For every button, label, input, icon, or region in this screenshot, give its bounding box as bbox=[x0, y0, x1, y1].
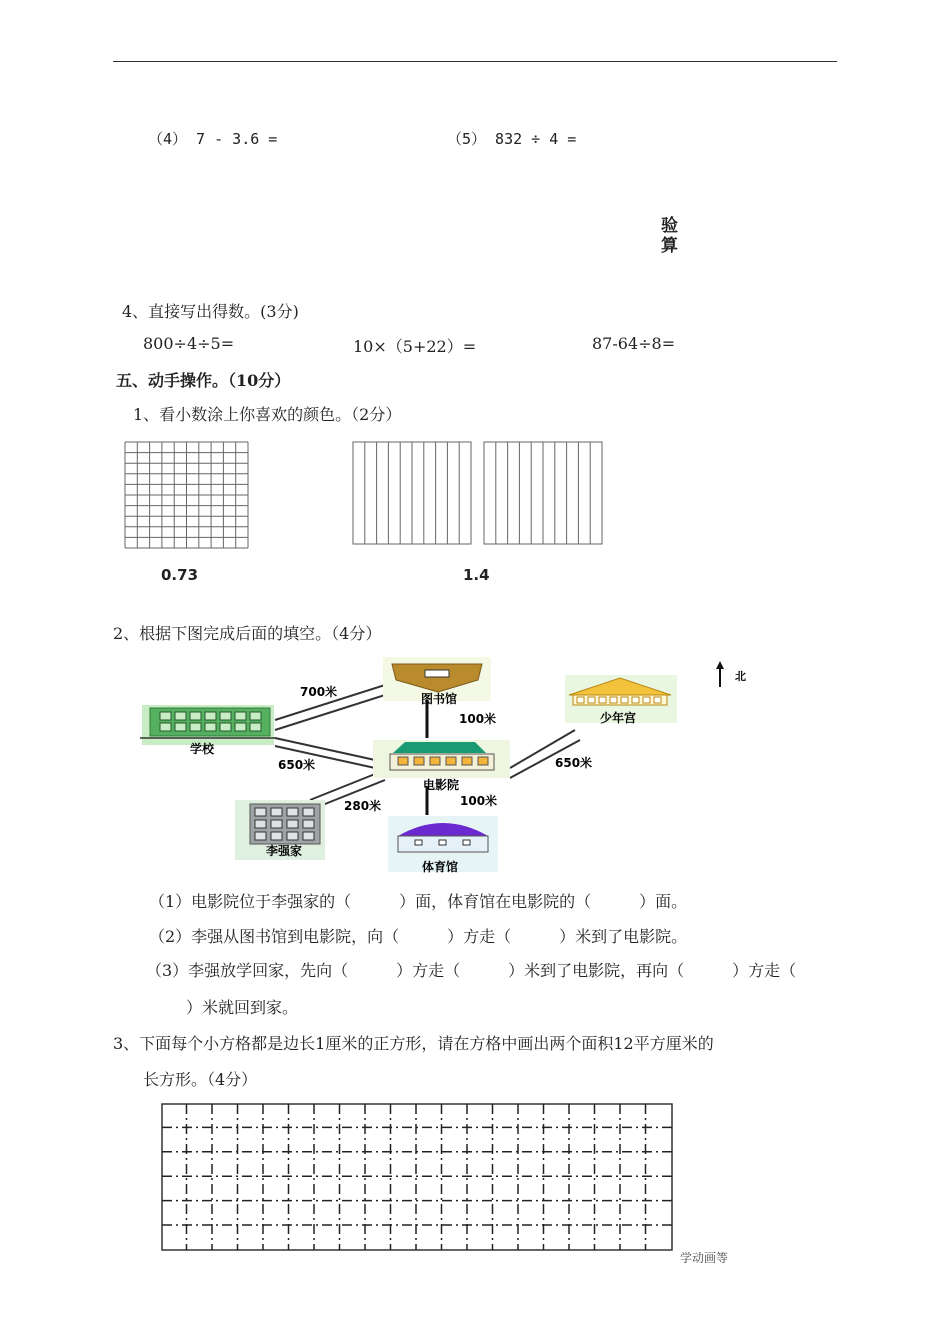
q3-line2: 长方形。（4分） bbox=[143, 1070, 258, 1089]
label-library: 图书馆 bbox=[421, 692, 458, 706]
label-gym: 体育馆 bbox=[422, 860, 459, 874]
problem-5: （5） 832 ÷ 4 = bbox=[447, 130, 577, 148]
q2-title: 2、根据下图完成后面的填空。（4分） bbox=[113, 624, 382, 643]
strip-square-2[interactable] bbox=[483, 441, 603, 545]
label-youth-palace: 少年宫 bbox=[600, 711, 637, 725]
q1-title: 1、看小数涂上你喜欢的颜色。（2分） bbox=[133, 405, 402, 424]
label-d-home-cinema: 280米 bbox=[344, 799, 382, 813]
decimal-label-b: 1.4 bbox=[463, 566, 490, 584]
fill-blank-2: （2）李强从图书馆到电影院，向（ ）方走（ ）米到了电影院。 bbox=[149, 927, 688, 946]
label-d-school-library: 700米 bbox=[300, 685, 338, 699]
fill-blank-3: （3）李强放学回家，先向（ ）方走（ ）米到了电影院，再向（ ）方走（ bbox=[146, 961, 797, 980]
label-d-cinema-youth: 650米 bbox=[555, 756, 593, 770]
label-north: 北 bbox=[735, 670, 746, 683]
location-map bbox=[130, 650, 770, 875]
footer-fragment: 学动画等 bbox=[680, 1251, 729, 1265]
label-cinema: 电影院 bbox=[423, 778, 460, 792]
calc-item-3: 87-64÷8= bbox=[592, 334, 676, 353]
section4-title: 4、直接写出得数。(3分) bbox=[122, 302, 299, 321]
strip-square-1[interactable] bbox=[352, 441, 472, 545]
fill-blank-3-cont: ）米就回到家。 bbox=[186, 998, 299, 1017]
problem-4: （4） 7 - 3.6 = bbox=[148, 130, 278, 148]
calc-item-1: 800÷4÷5= bbox=[143, 334, 235, 353]
section5-heading: 五、动手操作。（10分） bbox=[116, 371, 291, 390]
label-d-library-cinema: 100米 bbox=[459, 712, 497, 726]
hundred-grid[interactable] bbox=[124, 441, 249, 549]
north-arrow bbox=[716, 661, 724, 687]
label-d-school-cinema: 650米 bbox=[278, 758, 316, 772]
decimal-label-a: 0.73 bbox=[161, 566, 199, 584]
verify-label: 验算 bbox=[661, 216, 678, 256]
label-school: 学校 bbox=[190, 742, 215, 756]
fill-blank-1: （1）电影院位于李强家的（ ）面，体育馆在电影院的（ ）面。 bbox=[149, 892, 688, 911]
calc-item-2: 10×（5+22）= bbox=[353, 337, 477, 356]
q3-line1: 3、下面每个小方格都是边长1厘米的正方形，请在方格中画出两个面积12平方厘米的 bbox=[113, 1034, 714, 1053]
header-rule bbox=[113, 61, 837, 62]
label-d-cinema-gym: 100米 bbox=[460, 794, 498, 808]
drawing-grid[interactable] bbox=[161, 1103, 674, 1253]
cinema-building bbox=[373, 740, 510, 778]
label-home: 李强家 bbox=[266, 844, 303, 858]
